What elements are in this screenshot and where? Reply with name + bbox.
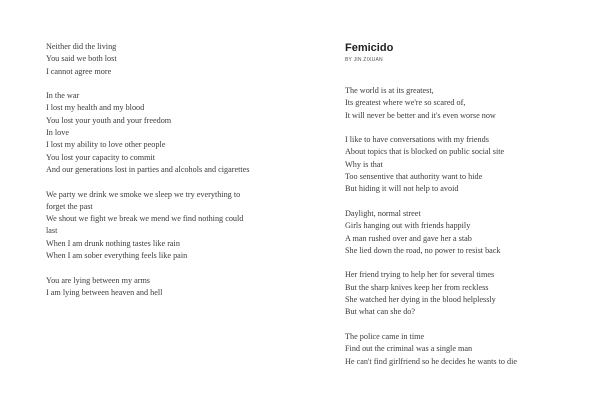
stanza [46,275,286,300]
poem-line: But hiding it will not help to avoid [345,184,459,194]
poem-line: Neither did the living [46,42,117,51]
poem-line: I am lying between heaven and hell [46,287,163,297]
poem-line: You are lying between my arms [46,275,150,285]
poem-line: You said we both lost [46,54,117,64]
stanza [345,134,580,195]
poem-line: We shout we fight we break we mend we find nothing could last [46,214,244,236]
poem-line: When I am sober everything feels like pain [46,251,188,261]
poem-byline: BY JIN ZIXUAN [345,57,383,63]
poem-line: I cannot agree more [46,66,112,76]
stanza [345,269,580,318]
poem-line: The police came in time [345,331,425,341]
poem-line: Daylight, normal street [345,208,421,218]
poem-line: When I am drunk nothing tastes like rain [46,238,180,248]
poem-line: About topics that is blocked on public social site [345,147,505,157]
poem-line: And our generations lost in parties and alcohols and cigarettes [46,164,250,174]
poem-line: In the war [46,91,80,101]
poem-line: Its greatest where we're so scared of, [345,98,466,108]
poem-line: Find out the criminal was a single man [345,344,473,354]
poem-line: Too sensentive that authority want to hide [345,172,483,182]
poem-line: We party we drink we smoke we sleep we try everything to forget the past [46,189,241,211]
stanza [46,90,286,176]
poem-line: You lost your youth and your freedom [46,115,172,125]
poem-line: She watched her dying in the blood helplessly [345,295,496,305]
poem-line: Her friend trying to help her for several times [345,270,495,280]
poem-line: In love [46,128,69,138]
stanza [46,189,286,263]
poem-line: It will never be better and it's even worse now [345,110,496,120]
poem-title: Femicido [345,42,394,54]
left-page [46,41,286,312]
poem-line: She lied down the road, no power to resist back [345,245,501,255]
poem-line: You lost your capacity to commit [46,152,156,162]
stanza [345,331,580,368]
right-page [345,41,580,380]
poem-line: The world is at its greatest, [345,86,434,95]
poem-line: He can't find girlfriend so he decides he wants to die [345,356,517,366]
poem-line: I lost my health and my blood [46,103,145,113]
poem-line: A man rushed over and gave her a stab [345,233,472,243]
poem-line: Girls hanging out with friends happily [345,221,471,231]
poem-line: I like to have conversations with my friends [345,135,489,145]
stanza [345,208,580,257]
stanza [46,41,286,78]
poem-line: But the sharp knives keep her from reckless [345,282,489,292]
poem-line: But what can she do? [345,307,416,317]
poem-line: Why is that [345,159,383,169]
stanza [345,85,580,122]
poem-line: I lost my ability to love other people [46,140,166,150]
